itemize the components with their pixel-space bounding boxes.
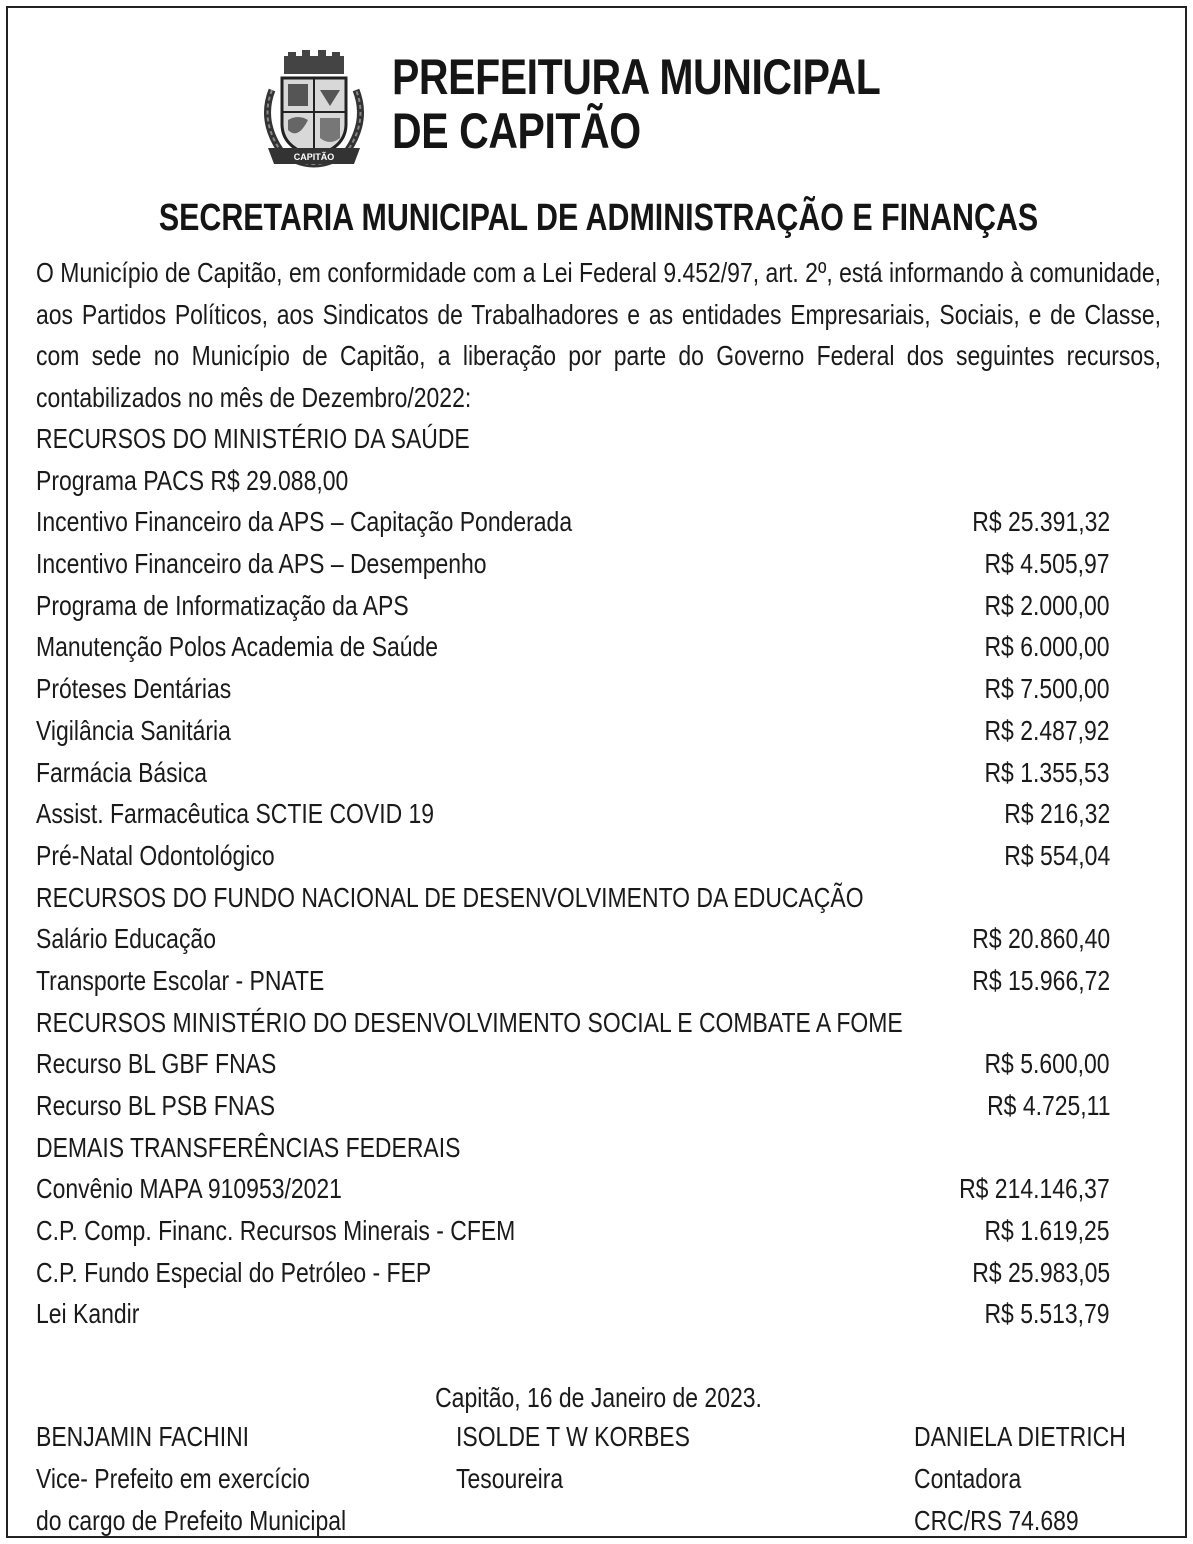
resource-amount: R$ 554,04 <box>1004 839 1110 871</box>
document-page <box>6 6 1187 1538</box>
resource-amount: R$ 4.725,11 <box>986 1090 1110 1121</box>
coat-of-arms-emblem <box>258 50 370 168</box>
resource-amount: R$ 15.966,72 <box>972 964 1110 996</box>
signatory-role: Tesoureira <box>456 1463 564 1494</box>
resource-row <box>36 668 1162 710</box>
section-row <box>36 1002 1162 1044</box>
header <box>258 46 958 176</box>
signatory-role: Vice- Prefeito em exercício <box>36 1463 310 1494</box>
signature-block-1 <box>36 1416 414 1542</box>
resource-row <box>36 1168 1162 1210</box>
signatory-role: Contadora <box>914 1463 1022 1494</box>
section-row <box>36 460 1162 502</box>
resource-label: Programa PACS R$ 29.088,00 <box>36 464 349 496</box>
resource-label: Transporte Escolar - PNATE <box>36 964 325 996</box>
resource-amount: R$ 1.355,53 <box>984 756 1110 788</box>
resource-label: Vigilância Sanitária <box>36 714 231 746</box>
signatory-extra: do cargo de Prefeito Municipal <box>36 1505 347 1536</box>
resource-row <box>36 918 1162 960</box>
resource-list <box>36 418 1162 1335</box>
resource-amount: R$ 7.500,00 <box>984 673 1110 705</box>
resource-row <box>36 1293 1162 1335</box>
resource-amount: R$ 2.487,92 <box>984 714 1110 746</box>
document-body <box>36 252 1162 1330</box>
resource-amount: R$ 5.513,79 <box>984 1298 1110 1330</box>
resource-row <box>36 752 1162 794</box>
resource-label: Salário Educação <box>36 923 216 955</box>
resource-label: DEMAIS TRANSFERÊNCIAS FEDERAIS <box>36 1131 461 1163</box>
resource-amount: R$ 5.600,00 <box>984 1048 1110 1080</box>
resource-label: Manutenção Polos Academia de Saúde <box>36 631 439 663</box>
resource-label: Convênio MAPA 910953/2021 <box>36 1173 342 1205</box>
resource-amount: R$ 214.146,37 <box>959 1173 1110 1205</box>
signature-block-2 <box>456 1416 741 1500</box>
resource-row <box>36 710 1162 752</box>
title-line-1: PREFEITURA MUNICIPAL <box>392 49 881 105</box>
title-line-2: DE CAPITÃO <box>392 103 641 159</box>
resource-row <box>36 1210 1162 1252</box>
date-line: Capitão, 16 de Janeiro de 2023. <box>435 1382 762 1413</box>
resource-label: Farmácia Básica <box>36 756 207 788</box>
signatory-extra: CRC/RS 74.689 <box>914 1505 1079 1536</box>
intro-paragraph: O Município de Capitão, em conformidade com a Lei Federal 9.452/97, art. 2º, está informando à comunidade, aos Partidos Políticos, aos Sindicatos de Trabalhadores e as entidades Empresariais, Sociais, e de Classe, com sede no Município de Capitão, a liberação por parte do Governo Federal dos seguintes recursos, contabilizados no mês de Dezembro/2022: <box>36 257 1162 413</box>
resource-label: Recurso BL PSB FNAS <box>36 1090 276 1121</box>
resource-row <box>36 626 1162 668</box>
section-row <box>36 418 1162 460</box>
resource-row <box>36 835 1162 877</box>
resource-row <box>36 585 1162 627</box>
resource-amount: R$ 6.000,00 <box>984 631 1110 663</box>
crest-ribbon-text: CAPITÃO <box>293 152 335 162</box>
section-row <box>36 1127 1162 1169</box>
section-row <box>36 877 1162 919</box>
resource-label: Assist. Farmacêutica SCTIE COVID 19 <box>36 798 435 830</box>
resource-label: RECURSOS DO MINISTÉRIO DA SAÚDE <box>36 423 470 454</box>
resource-amount: R$ 216,32 <box>1004 798 1110 830</box>
resource-label: Próteses Dentárias <box>36 673 232 705</box>
page-title <box>392 50 880 158</box>
resource-amount: R$ 25.391,32 <box>972 506 1110 538</box>
resource-row <box>36 1043 1162 1085</box>
resource-label: Recurso BL GBF FNAS <box>36 1048 277 1080</box>
resource-amount: R$ 4.505,97 <box>984 548 1110 580</box>
resource-label: C.P. Fundo Especial do Petróleo - FEP <box>36 1256 432 1288</box>
resource-label: Pré-Natal Odontológico <box>36 839 275 871</box>
signatory-name: DANIELA DIETRICH <box>914 1421 1126 1452</box>
signature-block-3 <box>914 1416 1172 1542</box>
resource-row <box>36 1252 1162 1294</box>
section-heading: SECRETARIA MUNICIPAL DE ADMINISTRAÇÃO E FINANÇAS <box>158 197 1039 239</box>
resource-label: Lei Kandir <box>36 1298 140 1330</box>
resource-amount: R$ 2.000,00 <box>984 589 1110 621</box>
resource-amount: R$ 1.619,25 <box>984 1215 1110 1247</box>
resource-label: C.P. Comp. Financ. Recursos Minerais - CFEM <box>36 1215 516 1247</box>
resource-label: Programa de Informatização da APS <box>36 589 409 621</box>
resource-row <box>36 501 1162 543</box>
resource-row <box>36 1085 1162 1127</box>
resource-label: Incentivo Financeiro da APS – Desempenho <box>36 548 487 580</box>
resource-label: RECURSOS DO FUNDO NACIONAL DE DESENVOLVIMENTO DA EDUCAÇÃO <box>36 881 864 913</box>
resource-amount: R$ 25.983,05 <box>972 1256 1110 1288</box>
resource-row <box>36 543 1162 585</box>
resource-label: Incentivo Financeiro da APS – Capitação Ponderada <box>36 506 573 538</box>
signatory-name: ISOLDE T W KORBES <box>456 1421 690 1452</box>
resource-row <box>36 960 1162 1002</box>
signatory-name: BENJAMIN FACHINI <box>36 1421 250 1452</box>
resource-amount: R$ 20.860,40 <box>972 923 1110 955</box>
resource-row <box>36 793 1162 835</box>
resource-label: RECURSOS MINISTÉRIO DO DESENVOLVIMENTO SOCIAL E COMBATE A FOME <box>36 1006 903 1038</box>
